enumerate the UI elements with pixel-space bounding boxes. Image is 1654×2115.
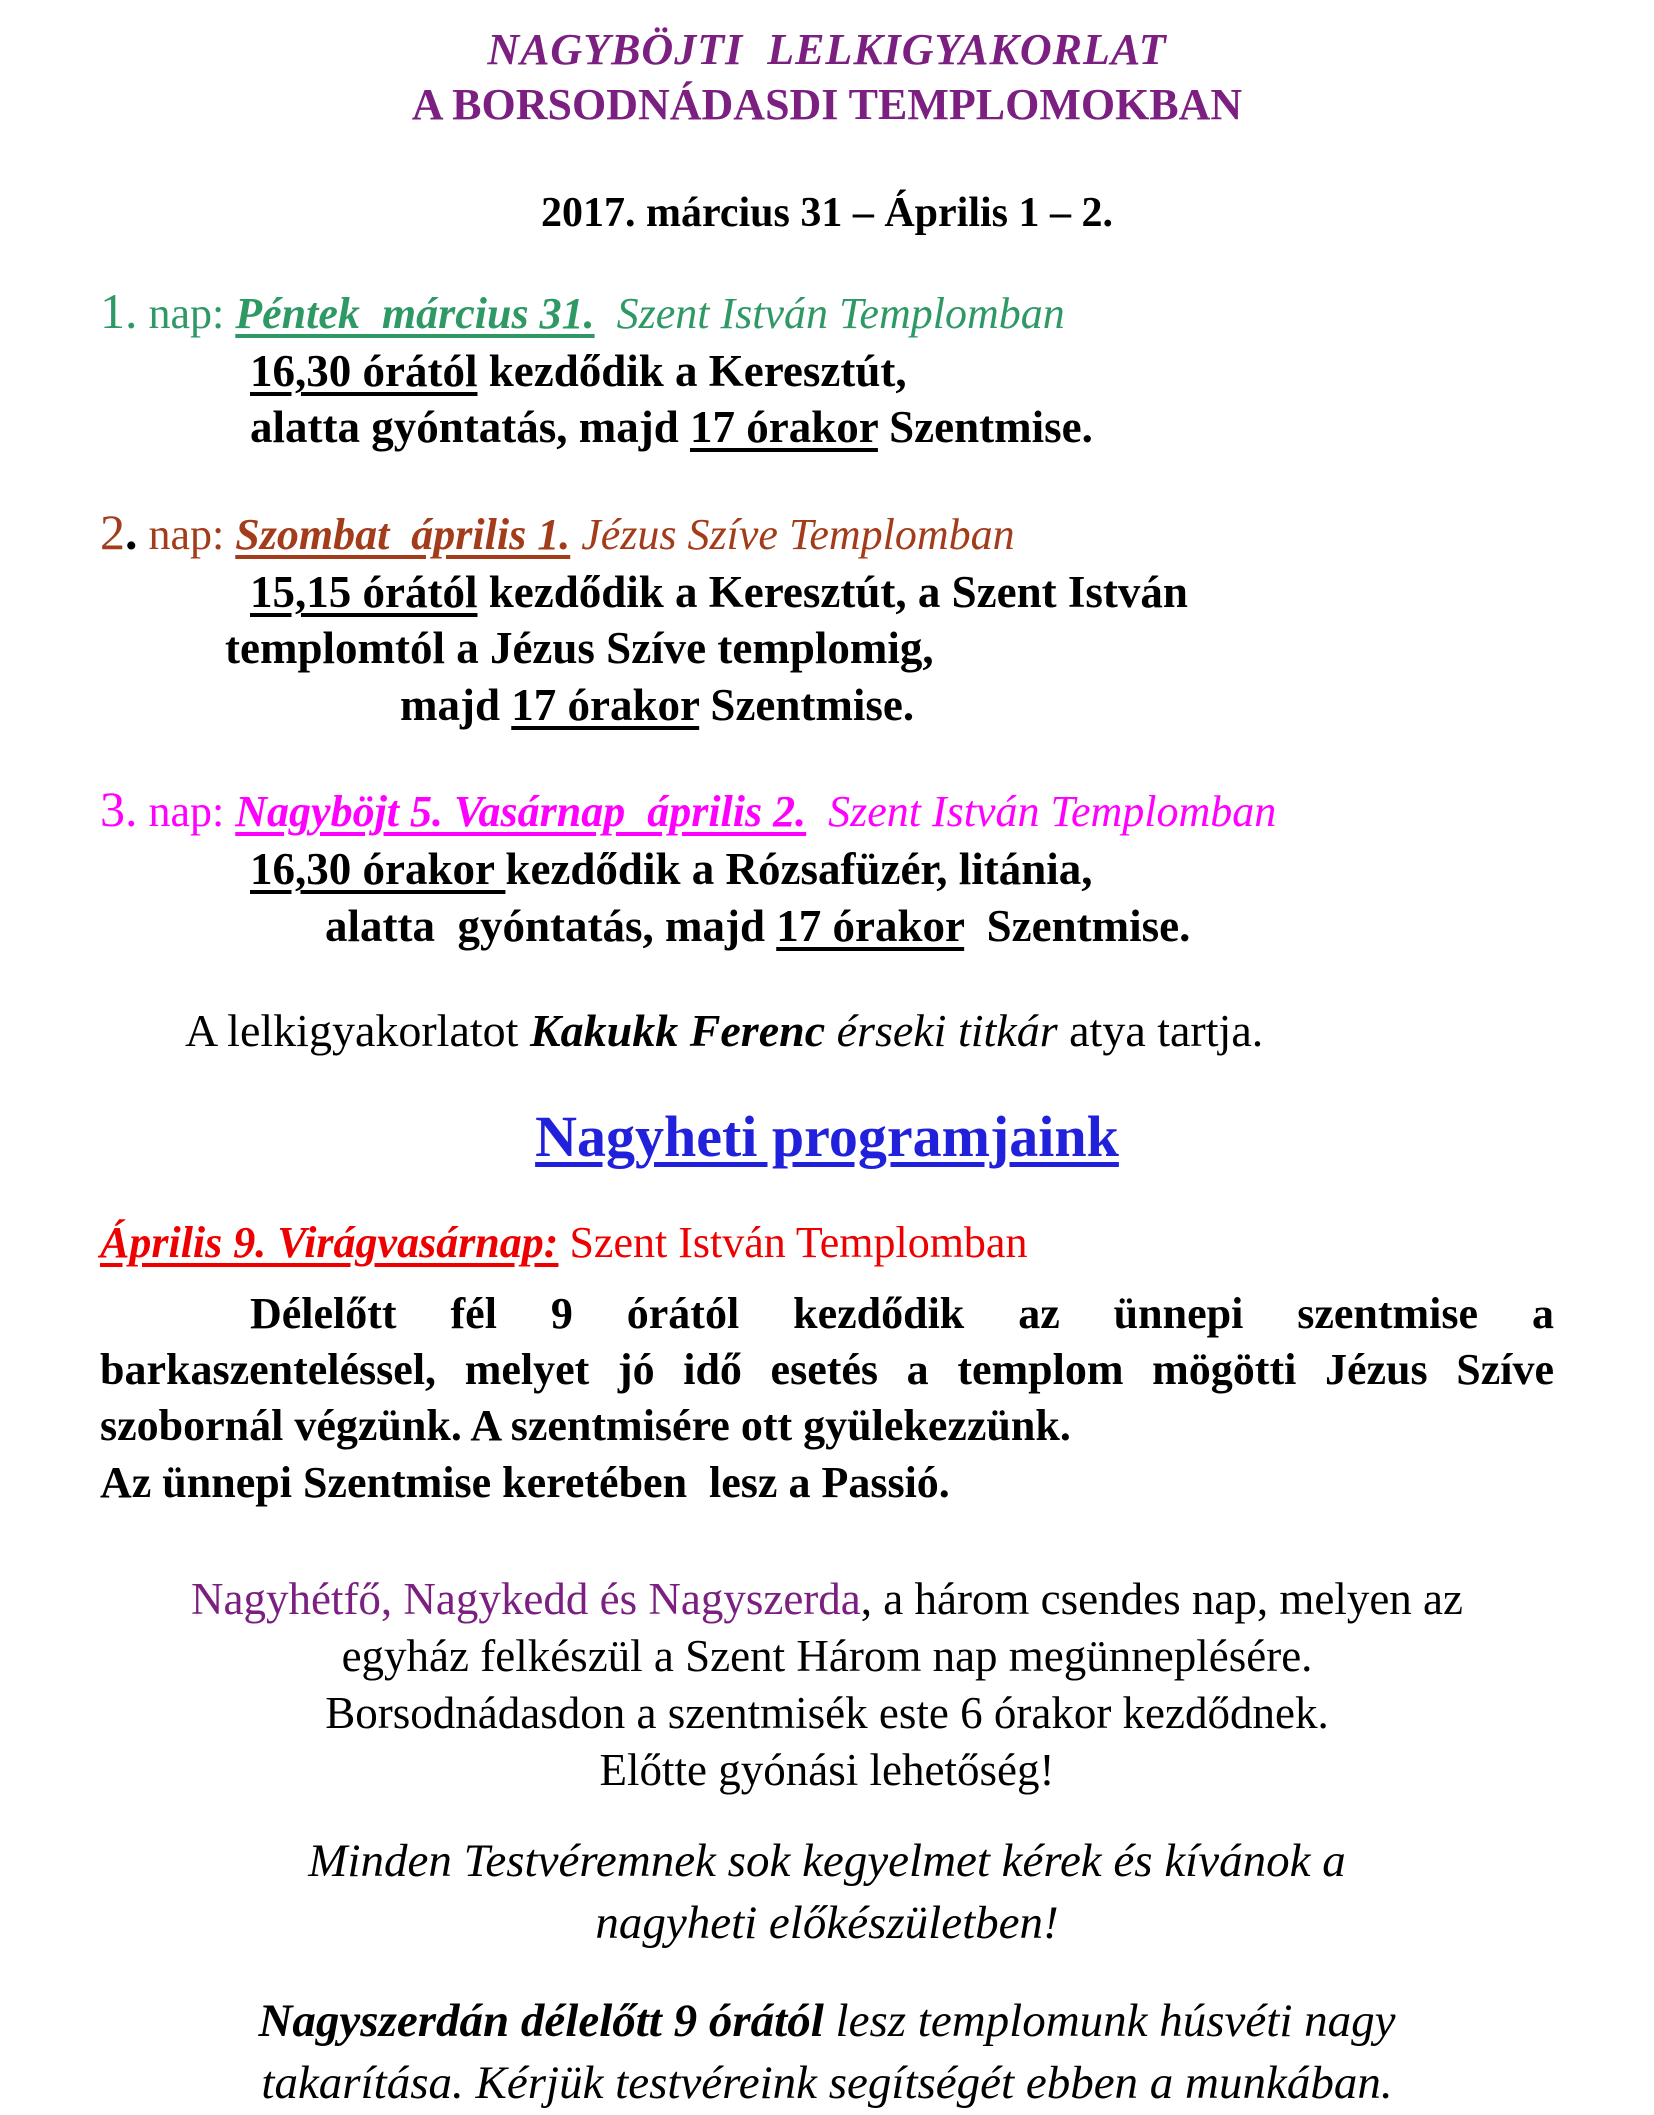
day-1-schedule-text-1: kezdődik a Keresztút, (477, 346, 907, 396)
day-2-schedule-line-1 (100, 564, 1554, 620)
blessing-section (100, 1830, 1554, 1955)
retreat-text-post: atya tartja. (1057, 1004, 1264, 1056)
palm-sunday-heading (100, 1214, 1554, 1271)
quiet-days-line-3-text: Borsodnádasdon a szentmisék este 6 órakor kezdődnek. (325, 1688, 1329, 1739)
quiet-days-line-4-text: Előtte gyónási lehetőség! (599, 1745, 1055, 1796)
day-1-heading (100, 280, 1554, 344)
day-3-venue: Szent István Templomban (806, 786, 1277, 836)
quiet-days-line-4 (100, 1742, 1554, 1799)
quiet-days-line-3 (100, 1685, 1554, 1742)
day-1-schedule-line-1 (100, 343, 1554, 399)
palm-sunday-section (100, 1214, 1565, 1511)
palm-sunday-paragraph-text: Délelőtt fél 9 órától kezdődik az ünnepi szentmise a barkaszenteléssel, melyet jó idő esetés a templom mögötti Jézus Szíve szobornál végzünk. A szentmisére ott gyülekezzünk. (100, 1288, 1565, 1451)
holy-week-heading-text: Nagyheti programjaink (535, 1104, 1119, 1170)
retreat-leader-line (100, 1002, 1554, 1060)
palm-sunday-paragraph (100, 1286, 1565, 1455)
title-line-2: A BORSODNÁDASDI TEMPLOMOKBAN (411, 80, 1243, 129)
quiet-days-line-2-text: egyház felkészül a Szent Három nap megünneplésére. (341, 1631, 1313, 1682)
cleaning-line-1 (100, 1990, 1554, 2053)
day-3-schedule-text-2: alatta gyóntatás, majd (325, 900, 777, 951)
holy-week-heading (100, 1099, 1554, 1174)
quiet-days-names: Nagyhétfő, Nagykedd és Nagyszerda (191, 1573, 861, 1624)
day-1-time-1: 16,30 órától (250, 346, 478, 396)
palm-sunday-venue: Szent István Templomban (558, 1217, 1028, 1267)
cleaning-line-2-text: takarítása. Kérjük testvéreink segítségét ebben a munkában. (261, 2057, 1393, 2109)
day-3-title: Nagyböjt 5. Vasárnap április 2. (235, 786, 807, 836)
document-title (100, 22, 1554, 132)
title-line-1: NAGYBÖJTI LELKIGYAKORLAT (487, 25, 1167, 74)
day-1-nap-label: nap: (137, 288, 236, 338)
blessing-line-2-text: nagyheti előkészületben! (595, 1897, 1059, 1949)
day-2-schedule-text-1: kezdődik a Keresztút, a Szent István (477, 567, 1188, 617)
day-3-heading (100, 778, 1554, 842)
retreat-text-pre: A lelkigyakorlatot (185, 1004, 530, 1056)
day-3-schedule-line-1 (100, 841, 1554, 897)
day-3-time-1: 16,30 órakor (250, 844, 506, 895)
day-1-time-2: 17 órakor (689, 402, 878, 453)
cleaning-time: Nagyszerdán délelőtt 9 órától (258, 1994, 824, 2047)
day-1-venue: Szent István Templomban (594, 288, 1065, 338)
quiet-days-line-1 (100, 1571, 1554, 1628)
blessing-line-1 (100, 1830, 1554, 1893)
day-2-nap-label: nap: (137, 509, 236, 559)
day-1-schedule-text-3: Szentmise. (877, 402, 1093, 453)
cleaning-line-2 (100, 2052, 1554, 2115)
day-1-schedule-text-2: alatta gyóntatás, majd (250, 402, 690, 453)
document-header (100, 22, 1554, 240)
day-3-schedule-line-2 (100, 898, 1554, 954)
palm-sunday-date: Április 9. Virágvasárnap: (100, 1217, 559, 1267)
day-1-section (100, 280, 1554, 456)
day-2-schedule-text-3: majd (400, 679, 512, 730)
day-2-number: 2 (100, 503, 125, 560)
day-2-venue: Jézus Szíve Templomban (570, 509, 1015, 559)
day-3-nap-label: nap: (137, 786, 236, 836)
passio-line-text: Az ünnepi Szentmise keretében lesz a Passió. (100, 1457, 950, 1507)
day-2-section (100, 501, 1554, 733)
day-2-heading (100, 501, 1554, 565)
day-3-time-2: 17 órakor (776, 900, 965, 951)
day-2-number-dot: . (125, 503, 138, 560)
day-2-title: Szombat április 1. (235, 509, 571, 559)
day-2-schedule-text-2: templomtól a Jézus Szíve templomig, (225, 623, 934, 674)
retreat-leader-name: Kakukk Ferenc (529, 1004, 826, 1056)
passio-line (100, 1455, 1554, 1511)
day-2-schedule-text-4: Szentmise. (699, 679, 915, 730)
day-2-time-1: 15,15 órától (250, 567, 478, 617)
day-3-schedule-text-3: Szentmise. (964, 900, 1191, 951)
day-2-time-2: 17 órakor (511, 679, 700, 730)
day-2-schedule-line-2 (100, 620, 1554, 676)
day-2-schedule-line-3 (100, 677, 1554, 733)
day-1-schedule-line-2 (100, 399, 1554, 455)
retreat-leader-role: érseki titkár (825, 1004, 1058, 1056)
day-1-number: 1. (100, 282, 138, 339)
day-3-number: 3. (100, 780, 138, 837)
cleaning-line-1-rest: lesz templomunk húsvéti nagy (823, 1994, 1396, 2047)
cleaning-section (100, 1990, 1554, 2115)
date-line: 2017. március 31 – Április 1 – 2. (540, 190, 1114, 236)
quiet-days-line-1-rest: , a három csendes nap, melyen az (860, 1573, 1463, 1624)
day-3-section (100, 778, 1554, 954)
blessing-line-2 (100, 1892, 1554, 1955)
day-3-schedule-text-1: kezdődik a Rózsafüzér, litánia, (505, 844, 1093, 895)
blessing-line-1-text: Minden Testvéremnek sok kegyelmet kérek és kívánok a (308, 1834, 1346, 1887)
quiet-days-section (100, 1571, 1554, 1800)
quiet-days-line-2 (100, 1628, 1554, 1685)
day-1-title: Péntek március 31. (235, 288, 595, 338)
